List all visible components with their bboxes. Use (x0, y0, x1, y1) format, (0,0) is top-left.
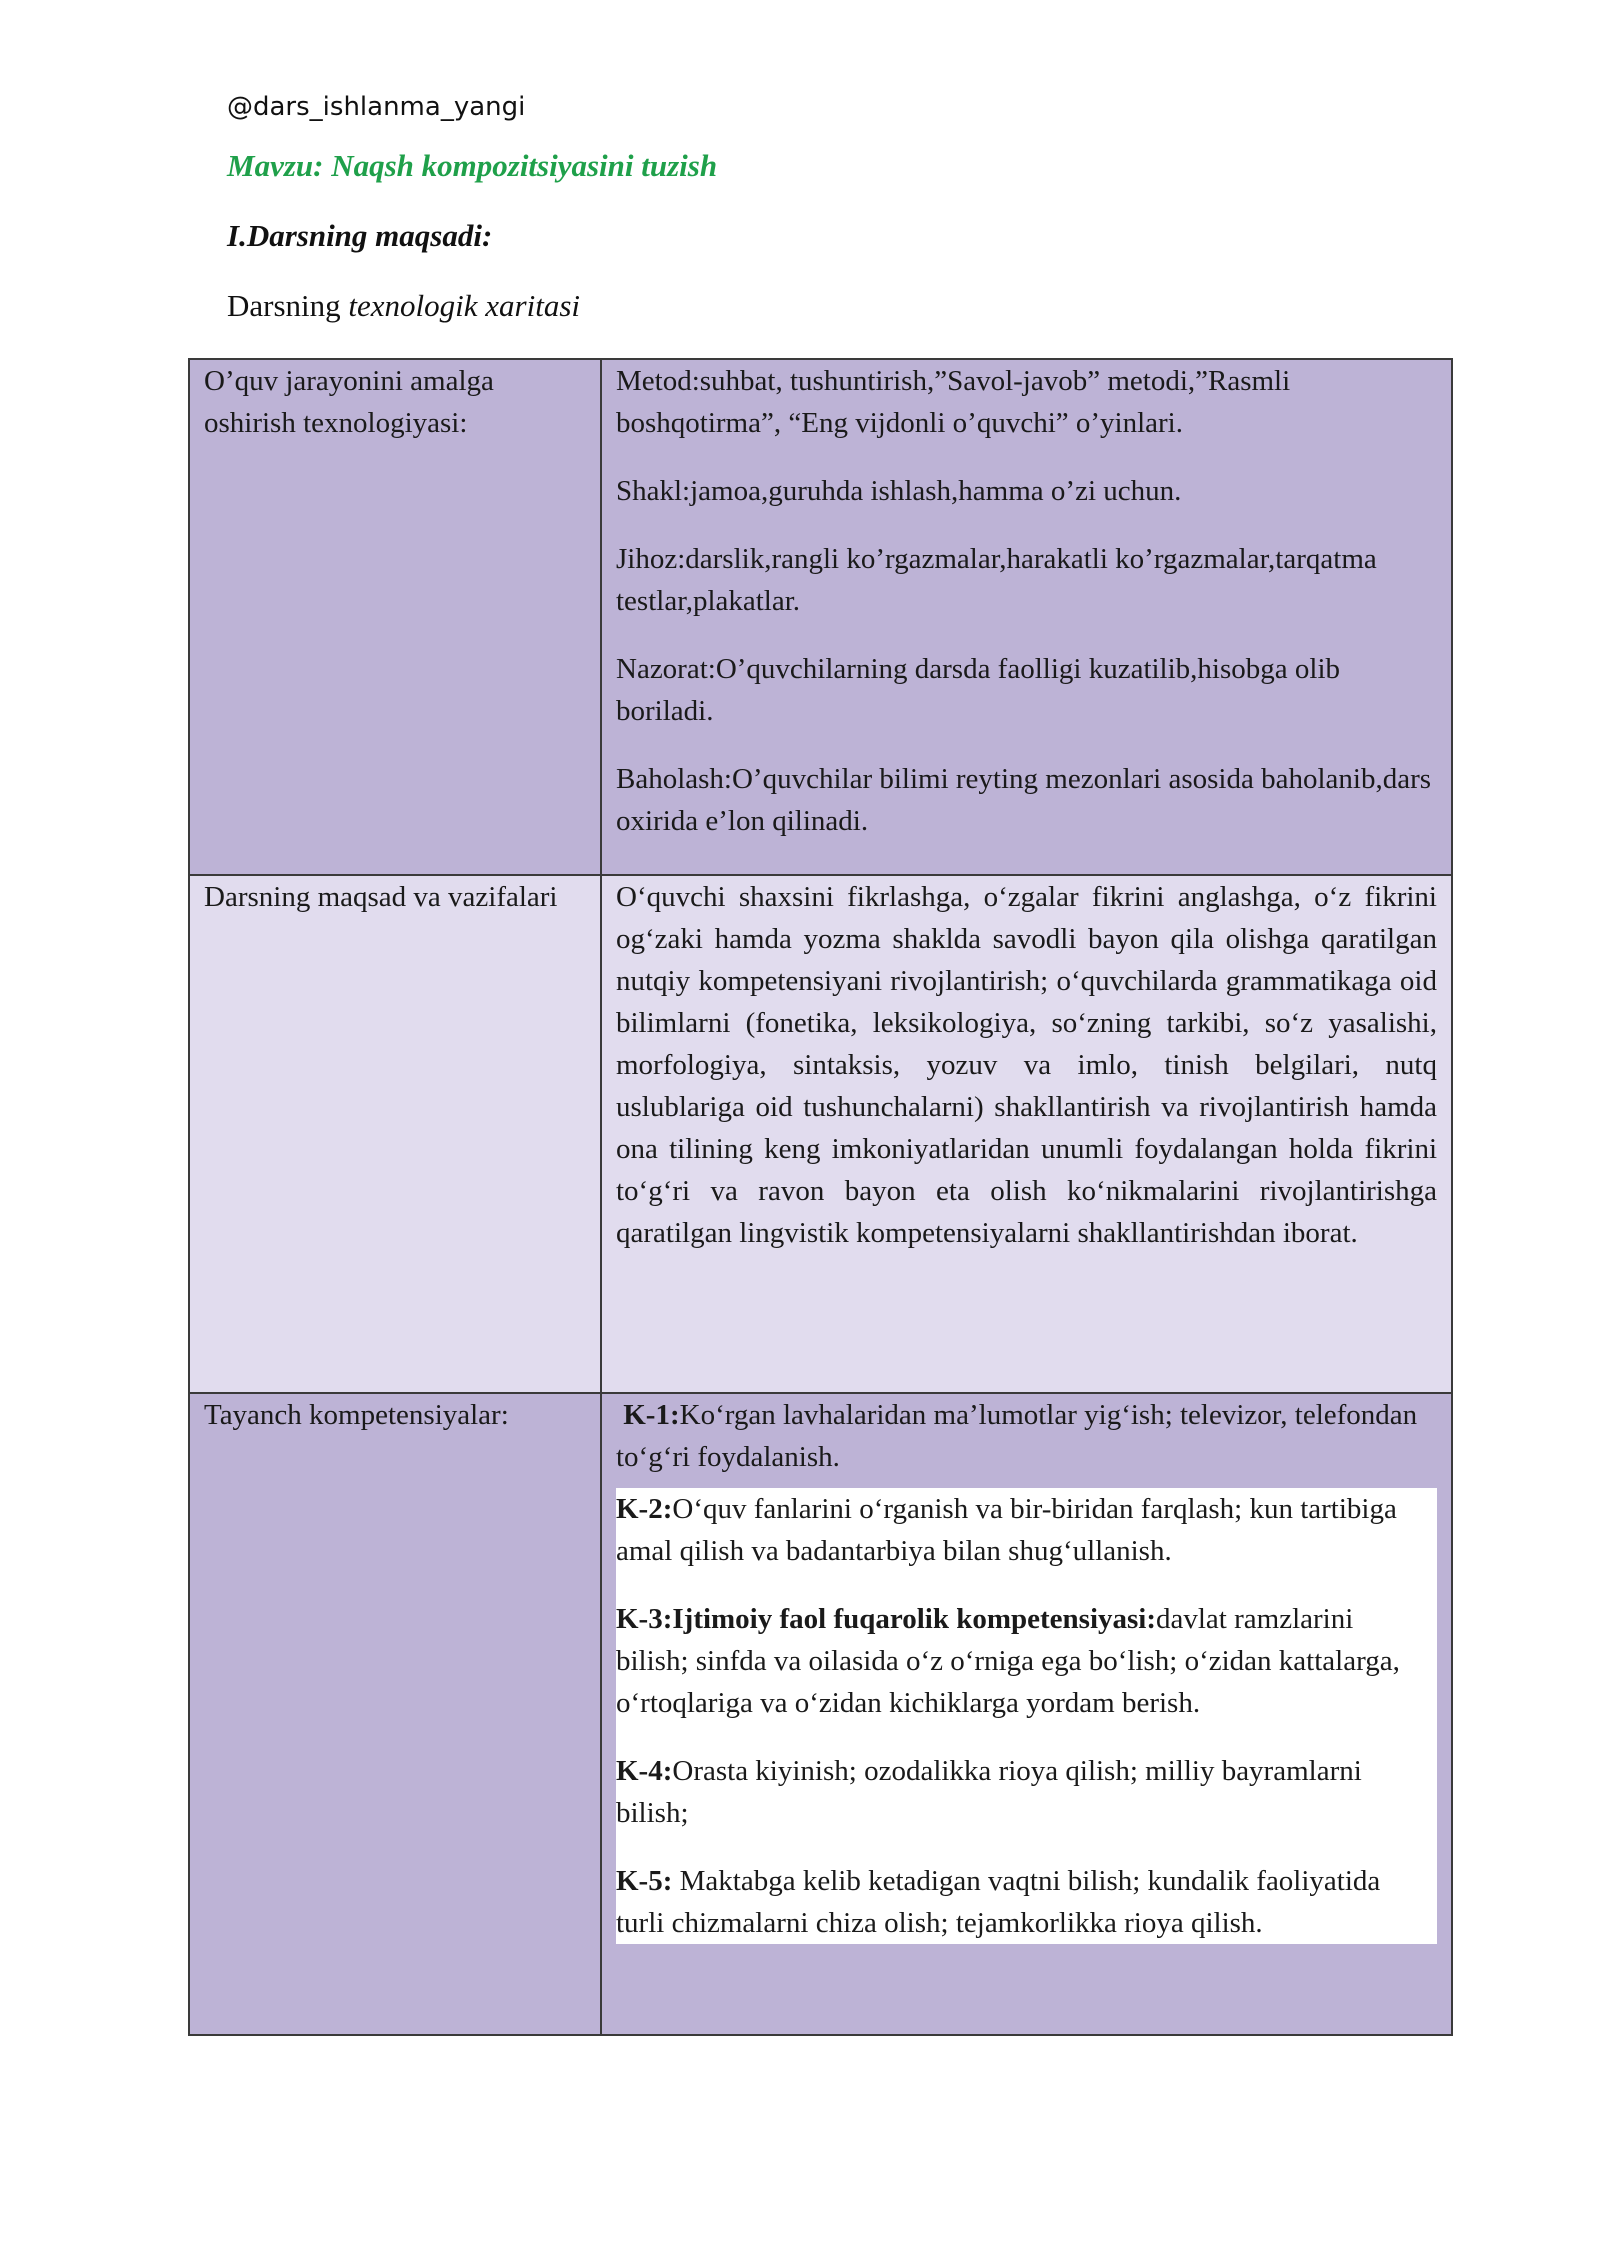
competency-box (616, 1488, 1437, 1944)
goal-heading: I.Darsning maqsadi: (227, 218, 493, 253)
k2-code: K-2: (616, 1493, 673, 1525)
technology-map-table (188, 358, 1453, 2036)
competency-k4 (616, 1750, 1433, 1834)
method-paragraph: Metod:suhbat, tushuntirish,”Savol-javob” metodi,”Rasmli boshqotirma”, “Eng vijdonli o’quvchi” o’yinlari. (616, 365, 1291, 439)
map-title (227, 288, 580, 324)
k2-text: O‘quv fanlarini o‘rganish va bir-biridan farqlash; kun tartibiga amal qilish va badantarbiya bilan shug‘ullanish. (616, 1493, 1397, 1567)
form-paragraph: Shakl:jamoa,guruhda ishlash,hamma o’zi uchun. (616, 475, 1182, 507)
map-title-plain: Darsning (227, 288, 349, 323)
row-label-technology: O’quv jarayonini amalga oshirish texnologiyasi: (189, 359, 601, 875)
k5-text: Maktabga kelib ketadigan vaqtni bilish; kundalik faoliyatida turli chizmalarni chiza olish; tejamkorlikka rioya qilish. (616, 1865, 1381, 1939)
k3-code: K-3:Ijtimoiy faol fuqarolik kompetensiyasi: (616, 1603, 1156, 1635)
topic-title: Mavzu: Naqsh kompozitsiyasini tuzish (227, 148, 718, 183)
k3-text: davlat ramzlarini bilish; sinfda va oilasida o‘z o‘rniga ega bo‘lish; o‘zidan kattalarga, o‘rtoqlariga va o‘zidan kichiklarga yordam berish. (616, 1603, 1400, 1719)
row-content-competencies (601, 1393, 1452, 2035)
row-label-goals: Darsning maqsad va vazifalari (189, 875, 601, 1393)
k5-code: K-5: (616, 1865, 673, 1897)
competency-k2 (616, 1488, 1433, 1572)
row-content-technology (601, 359, 1452, 875)
row-content-goals: O‘quvchi shaxsini fikrlashga, o‘zgalar fikrini anglashga, o‘z fikrini og‘zaki hamda yozma shaklda savodli bayon qila olishga qaratilgan nutqiy kompetensiyani rivojlantirish; o‘quvchilarda grammatikaga oid bilimlarni (fonetika, leksikologiya, so‘zning tarkibi, so‘z yasalishi, morfologiya, sintaksis, yozuv va imlo, tinish belgilari, nutq uslublariga oid tushunchalarni) shakllantirish va rivojlantirish hamda ona tilining keng imkoniyatlaridan unumli foydalangan holda fikrini to‘g‘ri va ravon bayon eta olish ko‘nikmalarini rivojlantirishga qaratilgan lingvistik kompetensiyalarni shakllantirishdan iborat. (601, 875, 1452, 1393)
k1-text: Ko‘rgan lavhalaridan ma’lumotlar yig‘ish; televizor, telefondan to‘g‘ri foydalanish. (616, 1399, 1418, 1473)
table-row (189, 1393, 1452, 2035)
competency-k1 (616, 1394, 1437, 1478)
channel-handle: @dars_ishlanma_yangi (227, 92, 526, 122)
table-row (189, 359, 1452, 875)
row-label-competencies: Tayanch kompetensiyalar: (189, 1393, 601, 2035)
assessment-paragraph: Baholash:O’quvchilar bilimi reyting mezonlari asosida baholanib,dars oxirida e’lon qilinadi. (616, 763, 1432, 837)
control-paragraph: Nazorat:O’quvchilarning darsda faolligi kuzatilib,hisobga olib boriladi. (616, 653, 1340, 727)
k4-code: K-4: (616, 1755, 673, 1787)
competency-k5 (616, 1860, 1433, 1944)
map-title-italic: texnologik xaritasi (348, 288, 580, 323)
competency-k3 (616, 1598, 1433, 1724)
k1-code: K-1: (623, 1399, 680, 1431)
k4-text: Orasta kiyinish; ozodalikka rioya qilish; milliy bayramlarni bilish; (616, 1755, 1362, 1829)
equipment-paragraph: Jihoz:darslik,rangli ko’rgazmalar,harakatli ko’rgazmalar,tarqatma testlar,plakatlar. (616, 543, 1377, 617)
table-row (189, 875, 1452, 1393)
